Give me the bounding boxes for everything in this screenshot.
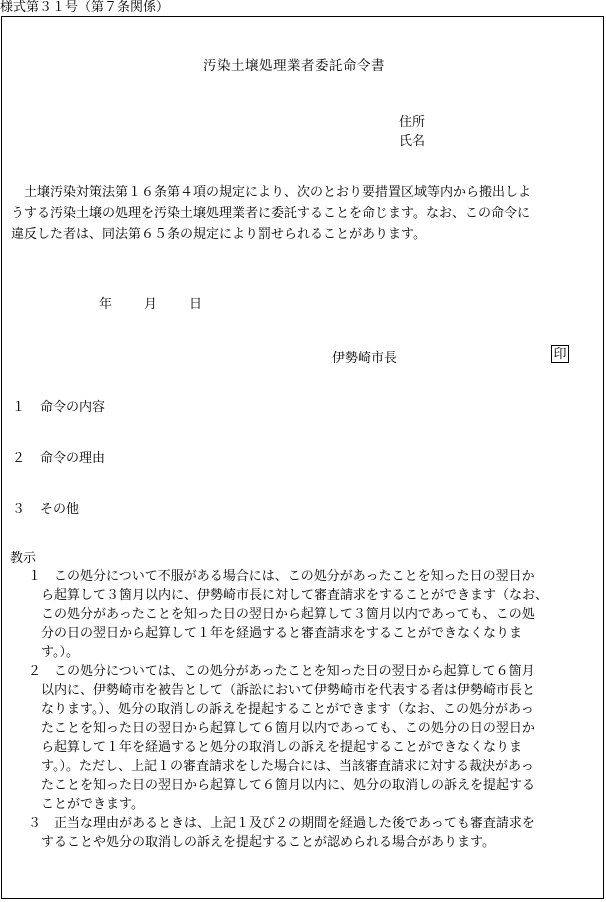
item-label: 命令の理由 [40, 451, 106, 466]
item-number: ３ [12, 502, 26, 517]
order-body-line: うする汚染土壌の処理を汚染土壌処理業者に委託することを命じます。なお、この命令に [11, 206, 530, 221]
order-body [11, 182, 591, 245]
document-title: 汚染土壌処理業者委託命令書 [203, 58, 385, 74]
seal-box: 印 [551, 345, 569, 363]
notice-title: 教示 [10, 551, 37, 566]
date-line [99, 293, 202, 312]
issuer-title: 伊勢崎市長 [332, 351, 398, 366]
document-frame [1, 16, 604, 899]
notice-line: たことを知った日の翌日から起算して６箇月以内であっても、この処分の日の翌日か [28, 721, 535, 736]
notice-line: １ この処分について不服がある場合には、この処分があったことを知った日の翌日か [28, 569, 535, 584]
notice-line: ２ この処分については、この処分があったことを知った日の翌日から起算して６箇月 [28, 664, 535, 679]
item-label: その他 [40, 502, 80, 517]
order-body-line: 土壌汚染対策法第１６条第４項の規定により、次のとおり要措置区域等内から搬出しよ [11, 185, 532, 200]
notice-line: ら起算して１年を経過すると処分の取消しの訴えを提起することができなくなりま [28, 740, 523, 755]
notice-line: す。）。ただし、上記１の審査請求をした場合には、当該審査請求に対する裁決があっ [28, 759, 534, 774]
notice-line: この処分があったことを知った日の翌日から起算して３箇月以内であっても、この処 [28, 607, 535, 622]
notice-line: 分の日の翌日から起算して１年を経過すると審査請求をすることができなくなりま [28, 626, 523, 641]
date-year: 年 [99, 297, 113, 312]
notice-line: することや処分の取消しの訴えを提起することが認められる場合があります。 [28, 835, 495, 850]
address-label: 住所 [399, 115, 426, 130]
notice-line: ら起算して３箇月以内に、伊勢崎市長に対して審査請求をすることができます（なお、 [28, 588, 549, 603]
notice-line: ことができます。 [28, 797, 144, 812]
item-label: 命令の内容 [40, 400, 106, 415]
notice-line: 以内に、伊勢崎市を被告として（訴訟において伊勢崎市を代表する者は伊勢崎市長と [28, 683, 536, 698]
date-month: 月 [144, 297, 158, 312]
item-number: １ [12, 400, 26, 415]
form-number-label: 様式第３１号（第７条関係） [0, 0, 170, 15]
notice-paragraph-1 [28, 567, 594, 662]
notice-line: なります。）、処分の取消しの訴えを提起することができます（なお、この処分があっ [28, 702, 534, 717]
date-day: 日 [189, 297, 203, 312]
order-body-line: 違反した者は、同法第６５条の規定により罰せられることがあります。 [11, 227, 426, 242]
item-order-reason [12, 447, 105, 466]
notice-line: す。）。 [28, 645, 79, 660]
item-number: ２ [12, 451, 26, 466]
notice-paragraph-3 [28, 814, 594, 852]
notice-line: たことを知った日の翌日から起算して６箇月以内に、処分の取消しの訴えを提起する [28, 778, 536, 793]
name-label: 氏名 [399, 134, 426, 149]
item-other [12, 498, 79, 517]
item-order-content [12, 396, 105, 415]
notice-paragraph-2 [28, 662, 594, 814]
notice-line: ３ 正当な理由があるときは、上記１及び２の期間を経過した後であっても審査請求を [28, 816, 535, 831]
